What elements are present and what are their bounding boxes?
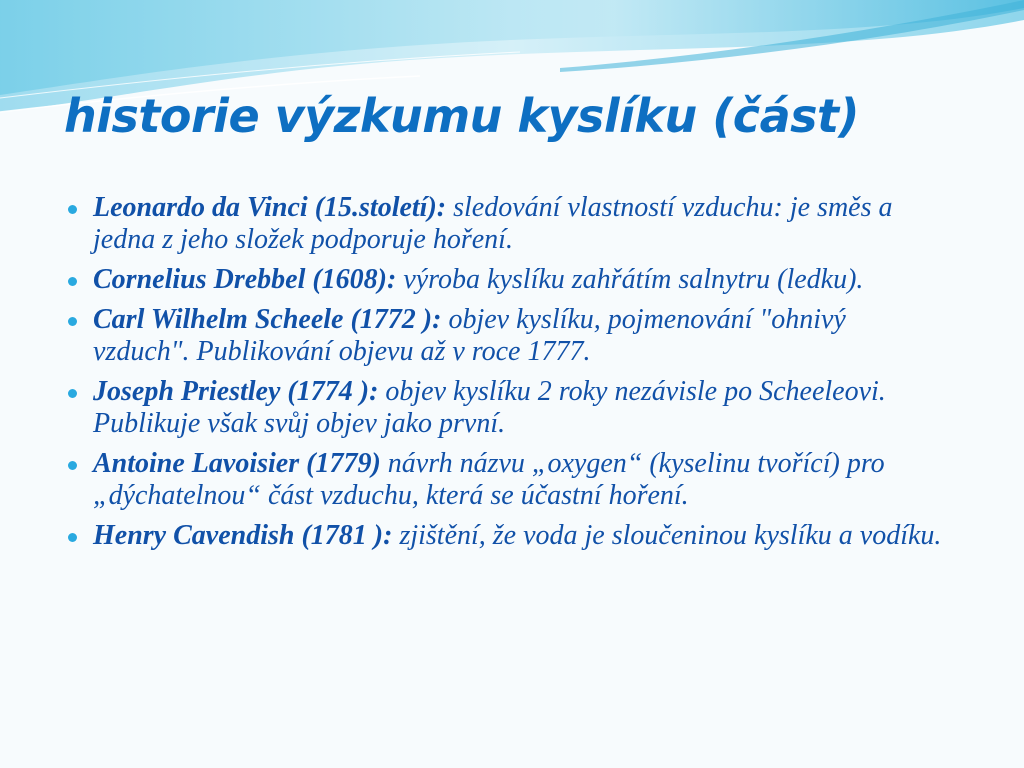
item-text: sledování vlastností vzduchu: je směs a jedna z jeho složek podporuje hoření.: [93, 192, 893, 255]
bullet-list: [66, 192, 946, 560]
item-lead: Cornelius Drebbel (1608):: [93, 264, 397, 295]
item-lead: Leonardo da Vinci (15.století):: [93, 192, 447, 223]
list-item: [66, 520, 946, 552]
item-lead: Joseph Priestley (1774 ):: [93, 376, 379, 407]
item-text: objev kyslíku, pojmenování "ohnivý vzduch". Publikování objevu až v roce 1777.: [93, 304, 846, 367]
bullet-icon: [68, 277, 77, 286]
item-text: zjištění, že voda je sloučeninou kyslíku a vodíku.: [392, 520, 942, 551]
bullet-icon: [68, 461, 77, 470]
item-text: výroba kyslíku zahřátím salnytru (ledku).: [396, 264, 864, 295]
item-text: návrh názvu „oxygen“ (kyselinu tvořící) pro „dýchatelnou“ část vzduchu, která se účastní hoření.: [93, 448, 885, 511]
list-item: [66, 264, 946, 296]
bullet-icon: [68, 317, 77, 326]
list-item: [66, 192, 946, 256]
item-lead: Carl Wilhelm Scheele (1772 ):: [93, 304, 442, 335]
bullet-icon: [68, 533, 77, 542]
slide-title: historie výzkumu kyslíku (část): [64, 89, 860, 143]
item-text: objev kyslíku 2 roky nezávisle po Scheeleovi. Publikuje však svůj objev jako první.: [93, 376, 886, 439]
bullet-icon: [68, 205, 77, 214]
item-lead: Henry Cavendish (1781 ):: [93, 520, 393, 551]
list-item: [66, 304, 946, 368]
list-item: [66, 376, 946, 440]
item-lead: Antoine Lavoisier (1779): [93, 448, 381, 479]
list-item: [66, 448, 946, 512]
bullet-icon: [68, 389, 77, 398]
